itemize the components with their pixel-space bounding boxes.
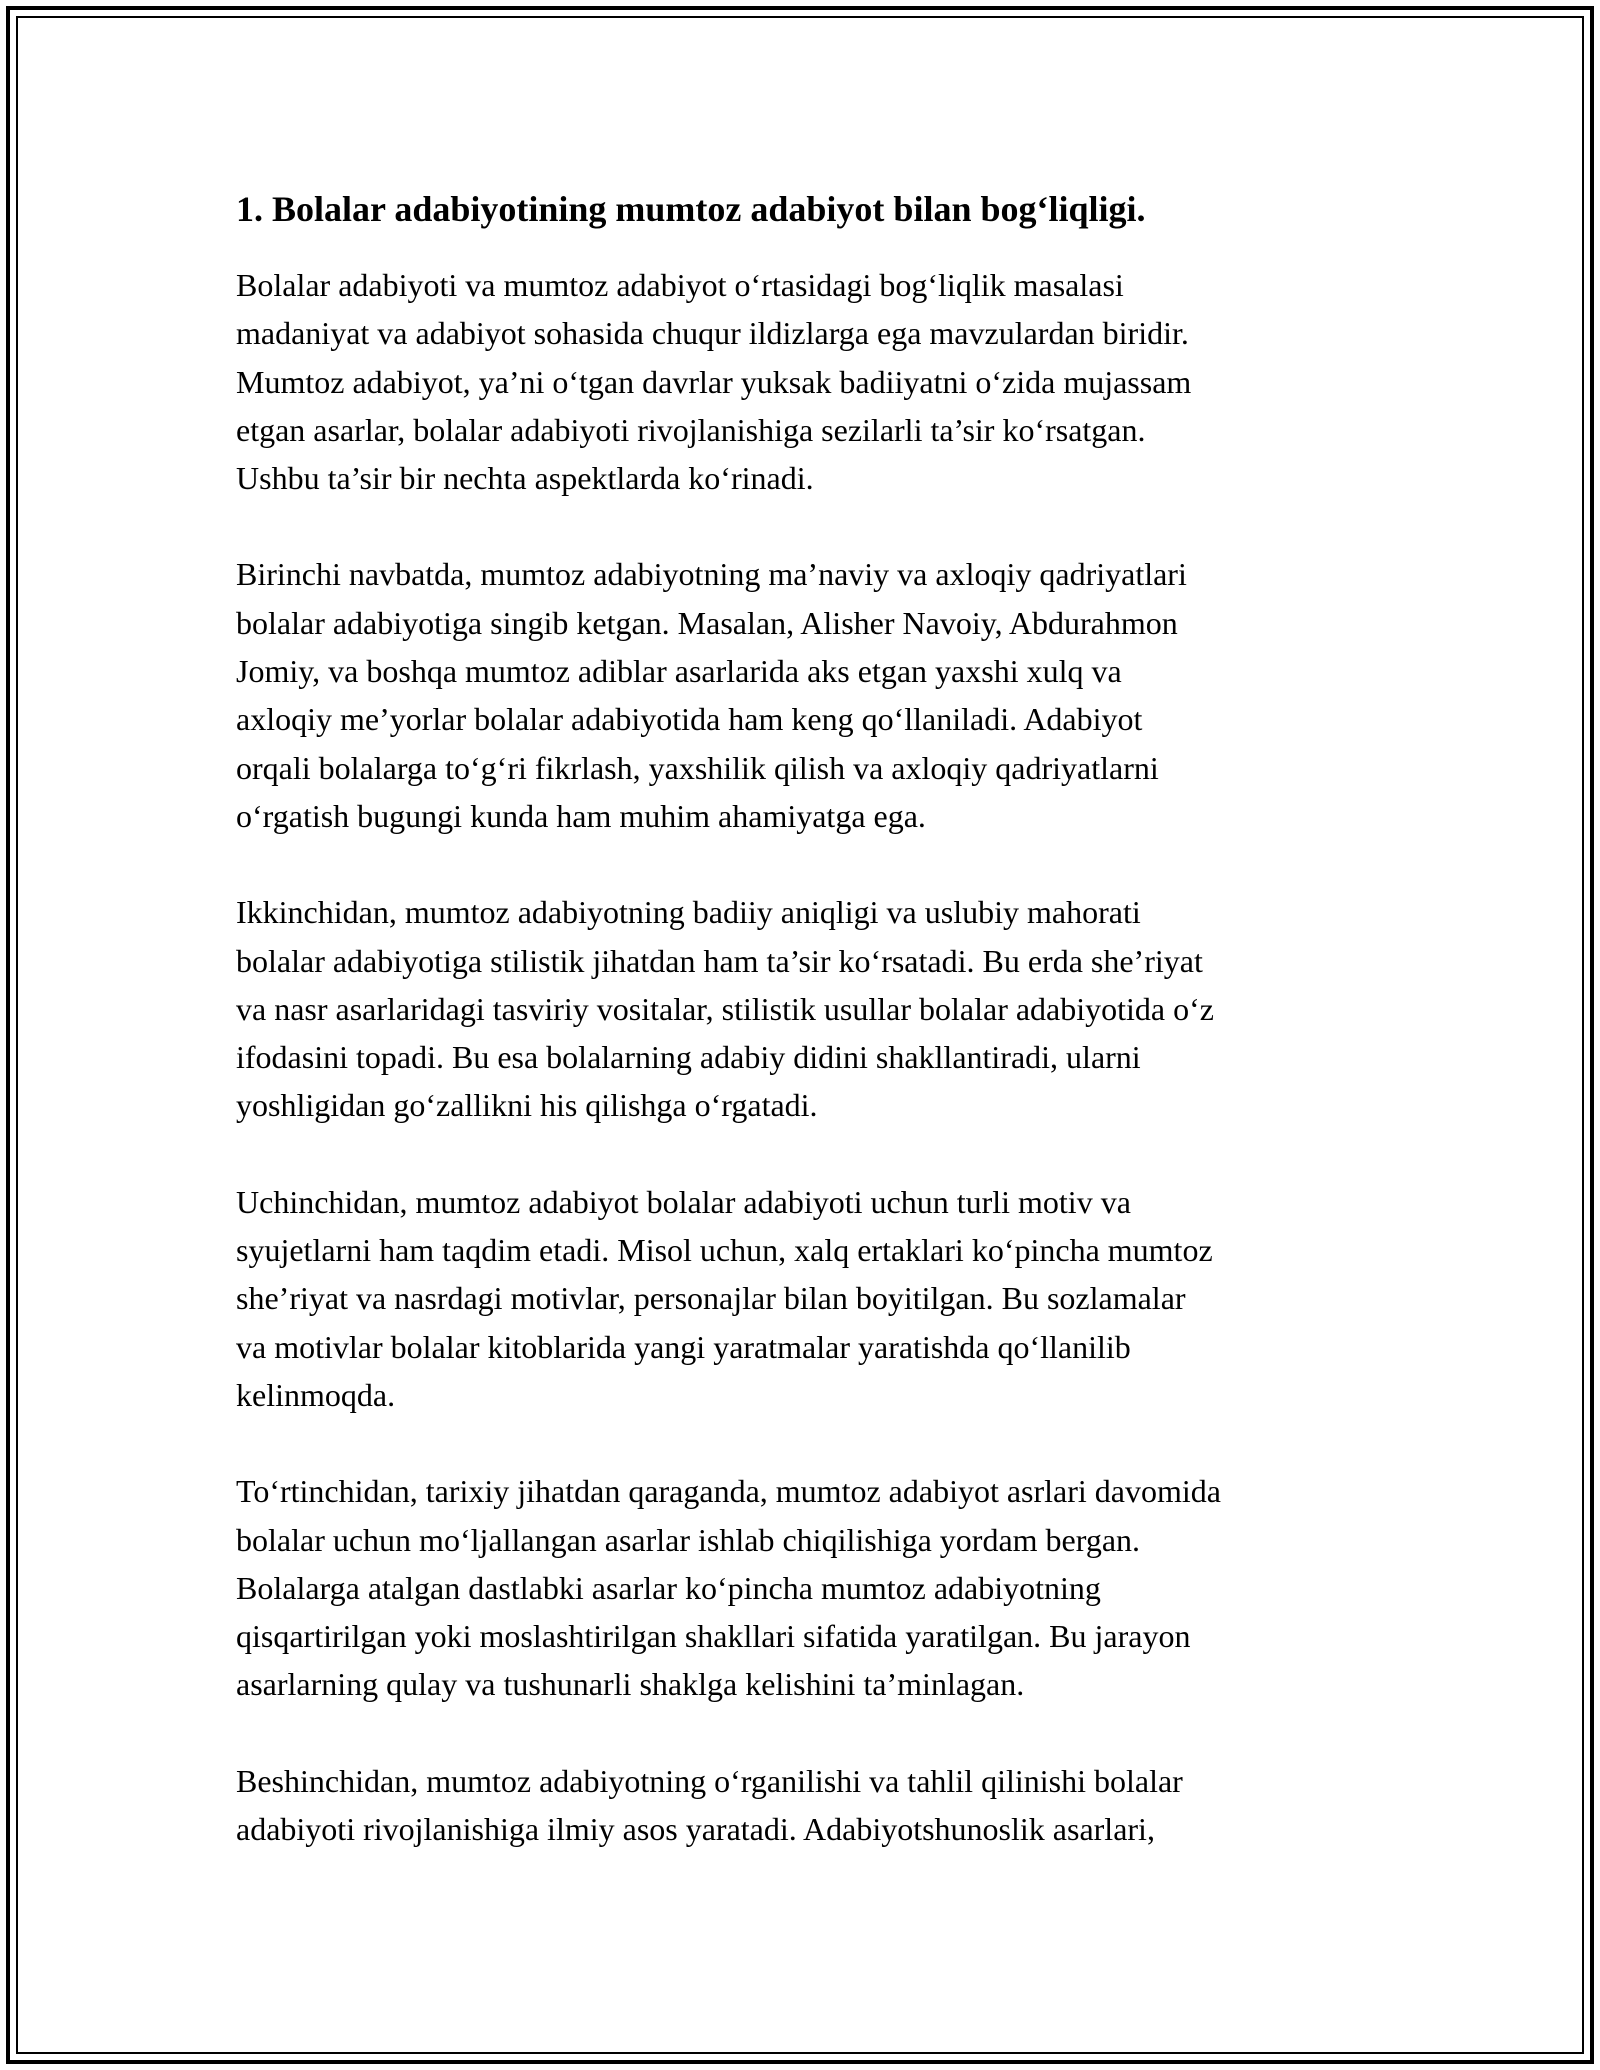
paragraph-second-point: Ikkinchidan, mumtoz adabiyotning badiiy aniqligi va uslubiy mahorati bolalar adabiyotiga stilistik jihatdan ham ta’sir ko‘rsatadi. Bu erda she’riyat va nasr asarlaridagi tasviriy vositalar, stilistik usullar bolalar adabiyotida o‘z ifodasini topadi. Bu esa bolalarning adabiy didini shakllantiradi, ularni yoshligidan go‘zallikni his qilishga o‘rgatadi. bbox=[236, 894, 1214, 1124]
paragraph-first-point: Birinchi navbatda, mumtoz adabiyotning ma’naviy va axloqiy qadriyatlari bolalar adabiyotiga singib ketgan. Masalan, Alisher Navoiy, Abdurahmon Jomiy, va boshqa mumtoz adiblar asarlarida aks etgan yaxshi xulq va axloqiy me’yorlar bolalar adabiyotida ham keng qo‘llaniladi. Adabiyot orqali bolalarga to‘g‘ri fikrlash, yaxshilik qilish va axloqiy qadriyatlarni o‘rgatish bugungi kunda ham muhim ahamiyatga ega. bbox=[236, 556, 1187, 834]
section-heading: 1. Bolalar adabiyotining mumtoz adabiyot bilan bog‘liqligi. bbox=[236, 189, 1146, 229]
paragraph-fifth-point: Beshinchidan, mumtoz adabiyotning o‘rganilishi va tahlil qilinishi bolalar adabiyoti rivojlanishiga ilmiy asos yaratadi. Adabiyotshunoslik asarlari, bbox=[236, 1762, 1183, 1848]
paragraph-fourth-point: To‘rtinchidan, tarixiy jihatdan qaraganda, mumtoz adabiyot asrlari davomida bolalar uchun mo‘ljallangan asarlar ishlab chiqilishiga yordam bergan. Bolalarga atalgan dastlabki asarlar ko‘pincha mumtoz adabiyotning qisqartirilgan yoki moslashtirilgan shakllari sifatida yaratilgan. Bu jarayon asarlarning qulay va tushunarli shaklga kelishini ta’minlagan. bbox=[236, 1473, 1221, 1703]
paragraph-intro: Bolalar adabiyoti va mumtoz adabiyot o‘rtasidagi bog‘liqlik masalasi madaniyat va adabiyot sohasida chuqur ildizlarga ega mavzulardan biridir. Mumtoz adabiyot, ya’ni o‘tgan davrlar yuksak badiiyatni o‘zida mujassam etgan asarlar, bolalar adabiyoti rivojlanishiga sezilarli ta’sir ko‘rsatgan. Ushbu ta’sir bir nechta aspektlarda ko‘rinadi. bbox=[236, 267, 1192, 497]
document-body bbox=[236, 185, 1386, 1901]
paragraph-third-point: Uchinchidan, mumtoz adabiyot bolalar adabiyoti uchun turli motiv va syujetlarni ham taqdim etadi. Misol uchun, xalq ertaklari ko‘pincha mumtoz she’riyat va nasrdagi motivlar, personajlar bilan boyitilgan. Bu sozlamalar va motivlar bolalar kitoblarida yangi yaratmalar yaratishda qo‘llanilib kelinmoqda. bbox=[236, 1183, 1213, 1413]
